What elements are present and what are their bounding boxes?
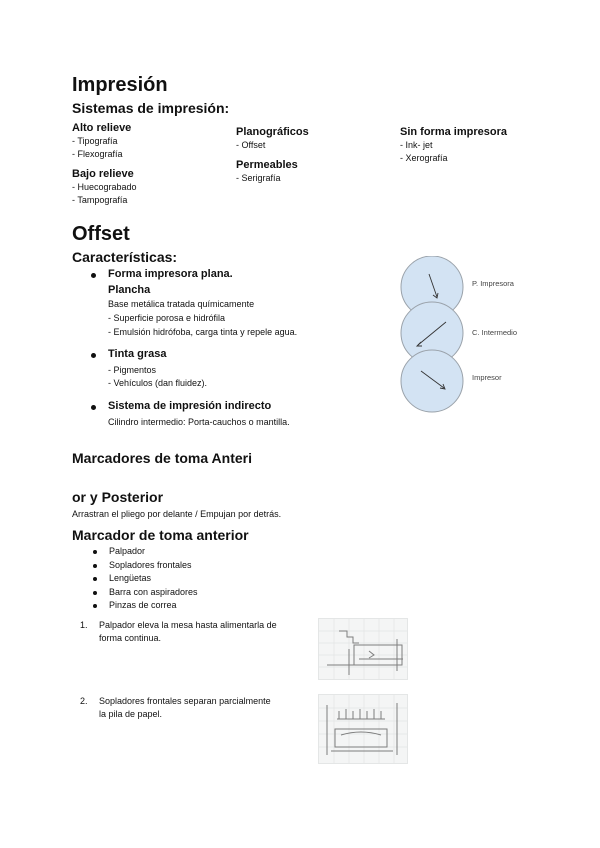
- forma-line: - Emulsión hidrófoba, carga tinta y repele agua.: [108, 327, 298, 337]
- bullet-icon: [91, 273, 96, 278]
- marcador-anterior-list: [109, 545, 198, 613]
- tinta-line: - Pigmentos: [108, 365, 157, 375]
- step-number: 2.: [80, 696, 88, 706]
- list-item: - Offset: [236, 140, 266, 150]
- list-item: Barra con aspiradores: [109, 586, 198, 600]
- marcadores-description: Arrastran el pliego por delante / Empujan por detrás.: [72, 509, 282, 519]
- list-item: Lengüetas: [109, 572, 198, 586]
- list-item: - Flexografía: [72, 149, 123, 159]
- sistema-heading: Sistema de impresión indirecto: [108, 400, 272, 412]
- marcadores-title: Marcadores de toma Anteri: [72, 450, 252, 466]
- step-1-sketch: [318, 618, 408, 680]
- bullet-icon: [91, 353, 96, 358]
- sin-forma-heading: Sin forma impresora: [400, 126, 507, 138]
- sistema-line: Cilindro intermedio: Porta-cauchos o mantilla.: [108, 417, 290, 427]
- list-item: Palpador: [109, 545, 198, 559]
- list-item: - Serigrafía: [236, 173, 281, 183]
- list-item: Sopladores frontales: [109, 559, 198, 573]
- forma-line: Base metálica tratada químicamente: [108, 299, 255, 309]
- bajo-relieve-heading: Bajo relieve: [72, 168, 134, 180]
- plancha-heading: Plancha: [108, 284, 151, 296]
- column-1: [72, 121, 137, 207]
- cylinder-diagram: [390, 256, 560, 416]
- step-text: Palpador eleva la mesa hasta alimentarla de: [99, 620, 277, 630]
- list-item: - Tipografía: [72, 136, 118, 146]
- step-number: 1.: [80, 620, 88, 630]
- forma-heading: Forma impresora plana.: [108, 268, 233, 280]
- bullet-icon: [91, 405, 96, 410]
- tinta-heading: Tinta grasa: [108, 348, 167, 360]
- offset-title: Offset: [72, 223, 130, 245]
- list-item: - Xerografía: [400, 153, 448, 163]
- step-text: la pila de papel.: [99, 709, 163, 719]
- impression-cylinder: [401, 350, 463, 412]
- marcador-anterior-heading: Marcador de toma anterior: [72, 527, 249, 543]
- step-text: Sopladores frontales separan parcialmente: [99, 696, 271, 706]
- caracteristicas-heading: Características:: [72, 249, 178, 265]
- alto-relieve-heading: Alto relieve: [72, 122, 132, 134]
- diagram-label: P. Impresora: [472, 279, 514, 288]
- section-subtitle: Sistemas de impresión:: [72, 100, 230, 116]
- marcadores-title-continued: or y Posterior: [72, 489, 164, 505]
- diagram-label: Impresor: [472, 373, 502, 382]
- list-item: Pinzas de correa: [109, 599, 198, 613]
- column-2: [236, 125, 309, 185]
- step-text: forma continua.: [99, 633, 162, 643]
- page-title: Impresión: [72, 74, 168, 96]
- list-item: - Tampografía: [72, 195, 128, 205]
- list-item: - Huecograbado: [72, 182, 137, 192]
- tinta-line: - Vehículos (dan fluidez).: [108, 378, 208, 388]
- permeables-heading: Permeables: [236, 159, 298, 171]
- step-2-sketch: [318, 694, 408, 764]
- diagram-label: C. Intermedio: [472, 328, 518, 337]
- list-item: - Ink- jet: [400, 140, 433, 150]
- planograficos-heading: Planográficos: [236, 126, 309, 138]
- column-3: [400, 125, 507, 165]
- forma-line: - Superficie porosa e hidrófila: [108, 313, 226, 323]
